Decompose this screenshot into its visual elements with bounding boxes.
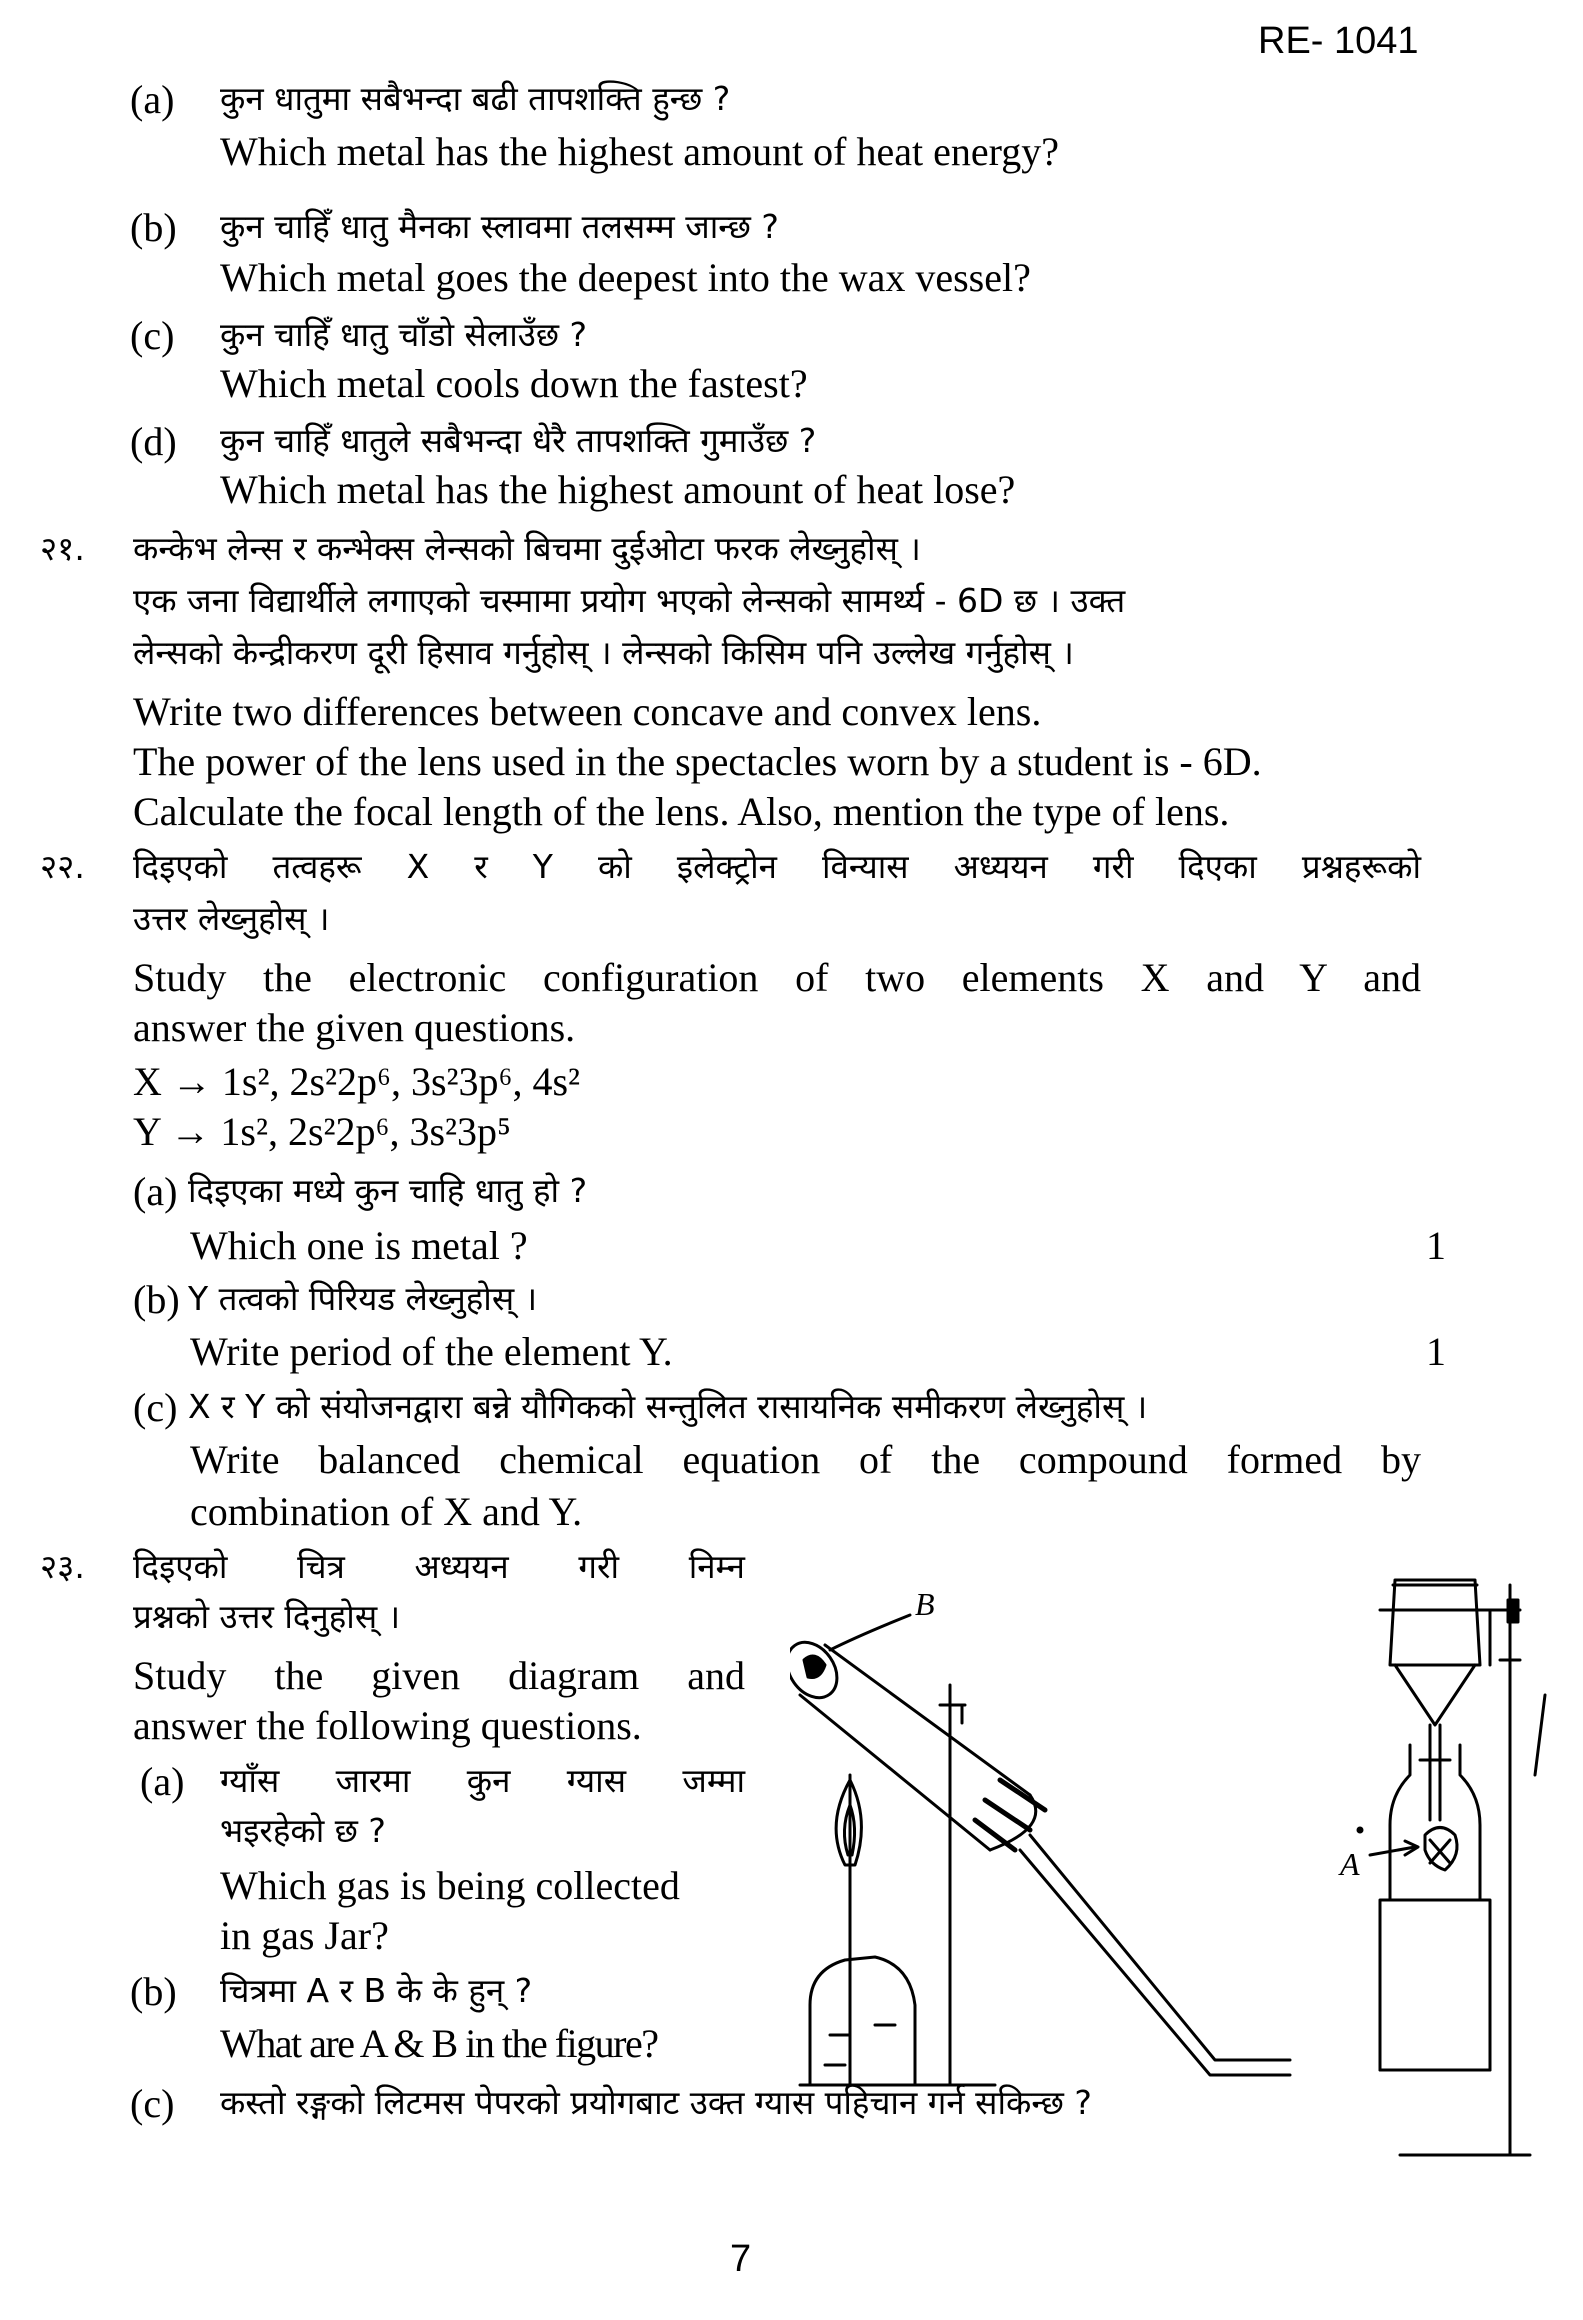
q22b-label: (b) (133, 1277, 180, 1322)
q23-nepali-2: प्रश्नको उत्तर दिनुहोस् । (133, 1597, 401, 1636)
q21-nepali-2: एक जना विद्यार्थीले लगाएको चस्मामा प्रयोग भएको लेन्सको सामर्थ्य - 6D छ । उक्त (133, 581, 1126, 620)
inclined-tube (790, 1633, 1045, 1850)
delivery-tube (1020, 1835, 1290, 2075)
q20b-english: Which metal goes the deepest into the wax vessel? (220, 255, 1031, 300)
page-number: 7 (730, 2238, 752, 2280)
diagram-label-a: A (1340, 1846, 1360, 1882)
q23b-english: What are A & B in the figure? (220, 2021, 658, 2066)
q20d-label: (d) (130, 419, 177, 464)
gas-apparatus-diagram (790, 1565, 1550, 2170)
q23b-label: (b) (130, 1969, 177, 2014)
q23c-label: (c) (130, 2081, 175, 2126)
q20b-label: (b) (130, 205, 177, 250)
q22b-nepali: Y तत्वको पिरियड लेख्नुहोस् । (188, 1279, 538, 1318)
q20a-label: (a) (130, 77, 175, 122)
q22a-nepali: दिइएका मध्ये कुन चाहि धातु हो ? (188, 1171, 588, 1210)
q22c-nepali: X र Y को संयोजनद्वारा बन्ने यौगिकको सन्तुलित रासायनिक समीकरण लेख्नुहोस् । (188, 1387, 1148, 1426)
q20d-nepali: कुन चाहिँ धातुले सबैभन्दा धेरै तापशक्ति गुमाउँछ ? (220, 421, 817, 460)
q22-english-1: Study the electronic configuration of two elements X and Y and (133, 955, 1421, 1000)
q22c-english-2: combination of X and Y. (190, 1489, 583, 1534)
q21-english-2: The power of the lens used in the spectacles worn by a student is - 6D. (133, 739, 1262, 784)
q23-english-2: answer the following questions. (133, 1703, 642, 1748)
q22-nepali-1: दिइएको तत्वहरू X र Y को इलेक्ट्रोन विन्यास अध्ययन गरी दिएका प्रश्नहरूको (133, 847, 1421, 886)
q23-english-1: Study the given diagram and (133, 1653, 745, 1698)
q22-english-2: answer the given questions. (133, 1005, 576, 1050)
q22-config-y: Y → 1s², 2s²2p⁶, 3s²3p⁵ (133, 1109, 511, 1154)
q22b-english: Write period of the element Y. (190, 1329, 673, 1374)
q22a-english: Which one is metal ? (190, 1223, 528, 1268)
q20d-english: Which metal has the highest amount of heat lose? (220, 467, 1016, 512)
diagram-label-b: B (915, 1586, 935, 1622)
base-block (1380, 1900, 1490, 2070)
label-b-pointer (830, 1586, 935, 1650)
q20c-label: (c) (130, 313, 175, 358)
q20a-english: Which metal has the highest amount of heat energy? (220, 129, 1059, 174)
q21-nepali-3: लेन्सको केन्द्रीकरण दूरी हिसाव गर्नुहोस् । लेन्सको किसिम पनि उल्लेख गर्नुहोस् । (133, 633, 1074, 672)
left-retort-stand (800, 1685, 995, 2085)
q21-nepali-1: कन्केभ लेन्स र कन्भेक्स लेन्सको बिचमा दुईओटा फरक लेख्नुहोस् । (133, 529, 921, 568)
q21-number: २१. (40, 529, 85, 568)
q23a-nepali-1: ग्याँस जारमा कुन ग्यास जम्मा (220, 1761, 745, 1800)
q23-number: २३. (40, 1547, 85, 1586)
q20a-nepali: कुन धातुमा सबैभन्दा बढी तापशक्ति हुन्छ ? (220, 79, 731, 118)
q22a-marks: 1 (1426, 1223, 1446, 1268)
q23a-label: (a) (140, 1759, 185, 1804)
q22-number: २२. (40, 847, 85, 886)
page-code: RE- 1041 (1258, 20, 1419, 62)
collecting-gas-jar (810, 1865, 915, 2085)
q21-english-3: Calculate the focal length of the lens. Also, mention the type of lens. (133, 789, 1230, 834)
flask-a (1390, 1745, 1480, 1900)
label-a-pointer (1338, 1828, 1418, 1882)
q23b-nepali: चित्रमा A र B के के हुन् ? (220, 1971, 533, 2010)
q22c-label: (c) (133, 1385, 178, 1430)
q22c-english-1: Write balanced chemical equation of the compound formed by (190, 1437, 1421, 1482)
q23a-english-2: in gas Jar? (220, 1913, 389, 1958)
q21-english-1: Write two differences between concave and convex lens. (133, 689, 1042, 734)
q22a-label: (a) (133, 1169, 178, 1214)
q20c-nepali: कुन चाहिँ धातु चाँडो सेलाउँछ ? (220, 315, 587, 354)
q20b-nepali: कुन चाहिँ धातु मैनका स्लावमा तलसम्म जान्छ ? (220, 207, 779, 246)
q22b-marks: 1 (1426, 1329, 1446, 1374)
q20c-english: Which metal cools down the fastest? (220, 361, 808, 406)
q23a-nepali-2: भइरहेको छ ? (220, 1811, 386, 1850)
q22-config-x: X → 1s², 2s²2p⁶, 3s²3p⁶, 4s² (133, 1059, 581, 1104)
q22-nepali-2: उत्तर लेख्नुहोस् । (133, 899, 330, 938)
q23c-nepali: कस्तो रङ्गको लिटमस पेपरको प्रयोगबाट उक्त ग्यास पहिचान गर्न सकिन्छ ? (220, 2083, 1092, 2122)
q23a-english-1: Which gas is being collected (220, 1863, 680, 1908)
q23-nepali-1: दिइएको चित्र अध्ययन गरी निम्न (133, 1547, 745, 1586)
